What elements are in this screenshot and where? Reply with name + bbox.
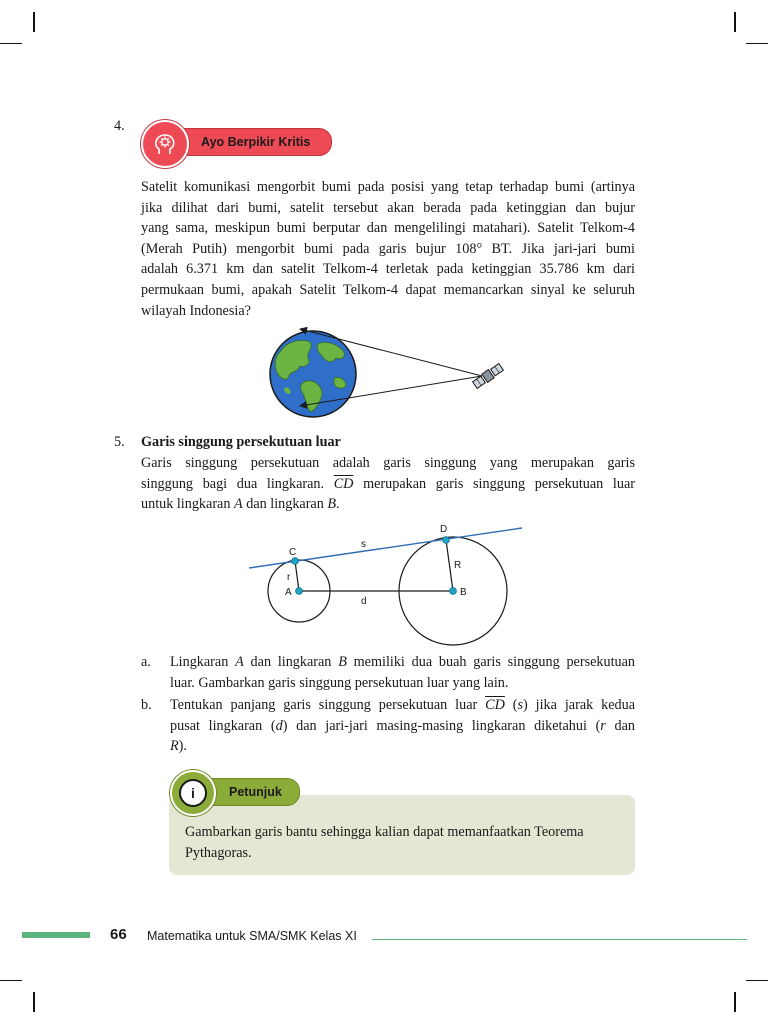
crop-mark-bottom-left-v [33,992,35,1012]
label-r-small: r [287,572,291,583]
radius-R [446,540,453,591]
problem-4-line-3: yang sama, meskipun bumi berputar dan mengelilingi matahari). Satelit Telkom-4 [141,220,635,237]
subitem-b-text [170,695,635,757]
subitem-a-line-1: Lingkaran A dan lingkaran B memiliki dua buah garis singgung persekutuan [170,654,635,670]
petunjuk-label: Petunjuk [229,785,282,799]
problem-4-line-2: jika dilihat dari bumi, satelit tersebut akan berada pada ketinggian dan bujur [141,199,635,216]
footer-accent-bar [22,932,90,938]
point-a [296,588,303,595]
radius-r [295,561,299,591]
badge-label: Ayo Berpikir Kritis [201,135,311,149]
problem-5-heading: Garis singgung persekutuan luar [141,434,341,450]
crop-mark-top-right-v [734,12,736,32]
problem-5-text [141,453,635,515]
subitem-a-text [170,652,635,693]
hint-line-1: Gambarkan garis bantu sehingga kalian dapat memanfaatkan Teorema [185,824,584,840]
crop-mark-top-left-h [0,43,22,44]
tangent-circles-figure [245,518,530,648]
crop-mark-bottom-right-v [734,992,736,1012]
subitem-b-letter: b. [141,697,152,713]
problem-5-line-1: Garis singgung persekutuan adalah garis singgung yang merupakan garis [141,455,635,471]
problem-5-line-2: singgung bagi dua lingkaran. $\overline{CD}$ merupakan garis singgung persekutuan luar [141,475,635,492]
problem-4-line-6: permukaan bumi, apakah Satelit Telkom-4 dapat memancarkan sinyal ke seluruh [141,281,635,298]
subitem-b-line-2: pusat lingkaran (d) dan jari-jari masing-masing lingkaran diketahui (r dan [170,717,635,734]
problem-4-number: 4. [114,118,125,134]
problem-4-line-7: wilayah Indonesia? [141,302,251,319]
problem-4-line-4: (Merah Putih) mengorbit bumi pada garis bujur 108° BT. Jika jari-jari bumi [141,240,635,257]
book-title: Matematika untuk SMA/SMK Kelas XI [147,929,357,943]
critical-thinking-icon [141,120,189,168]
label-r-big: R [454,560,462,571]
satellite-icon [472,363,504,390]
hint-line-2: Pythagoras. [185,844,252,861]
label-d-distance: d [361,596,367,607]
info-glyph: i [191,785,195,801]
crop-mark-bottom-left-h [0,980,22,981]
crop-mark-top-right-h [746,43,768,44]
point-b [450,588,457,595]
page-number: 66 [110,926,127,943]
subitem-b-line-3: R). [170,738,187,755]
point-d [443,537,450,544]
subitem-b-line-1: Tentukan panjang garis singgung persekutuan luar $\overline{CD}$ (s) jika jarak kedua [170,697,635,713]
problem-4-line-5: adalah 6.371 km dan satelit Telkom-4 terletak pada ketinggian 35.786 km dari [141,261,635,278]
problem-5-line-3: untuk lingkaran A dan lingkaran B. [141,496,340,513]
label-s: s [361,539,366,550]
label-c: C [289,547,297,558]
segment-cd-math: $\overline{CD}$ [333,475,354,492]
label-a: A [285,587,292,598]
problem-4-text [141,177,635,321]
problem-4-line-1: Satelit komunikasi mengorbit bumi pada posisi yang tetap terhadap bumi (artinya [141,179,635,195]
subitem-a-letter: a. [141,654,151,670]
subitem-a-line-2: luar. Gambarkan garis singgung persekutuan luar yang lain. [170,674,509,691]
info-icon [170,770,216,816]
problem-5-number: 5. [114,434,125,450]
footer-rule [372,939,747,940]
label-b: B [460,587,467,598]
crop-mark-bottom-right-h [746,980,768,981]
earth-satellite-illustration [260,322,510,418]
crop-mark-top-left-v [33,12,35,32]
point-c [292,558,299,565]
hint-text [185,822,625,863]
label-d: D [440,524,448,535]
